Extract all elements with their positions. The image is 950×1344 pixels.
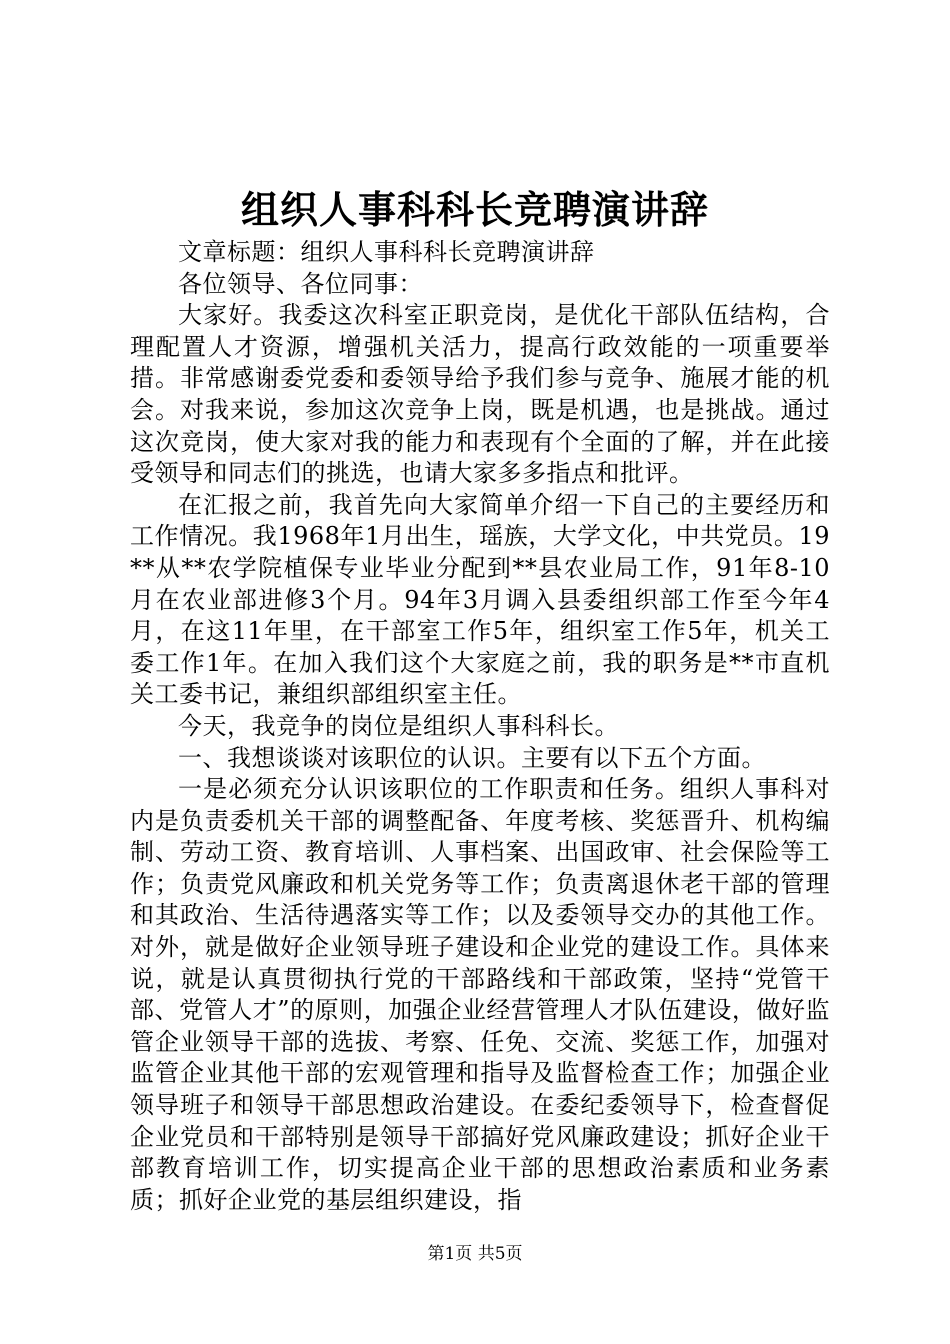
paragraph-background: 在汇报之前，我首先向大家简单介绍一下自己的主要经历和工作情况。我1968年1月出生，瑶族，大学文化，中共党员。19**从**农学院植保专业毕业分配到**县农业局工作，91年8-10月在农业部进修3个月。94年3月调入县委组织部工作至今年4月，在这11年里，在干部室工作5年，组织室工作5年，机关工委工作1年。在加入我们这个大家庭之前，我的职务是**市直机关工委书记，兼组织部组织室主任。 [130,490,830,709]
paragraph-position: 今天，我竞争的岗位是组织人事科科长。 [178,711,619,740]
paragraph-greeting: 大家好。我委这次科室正职竞岗，是优化干部队伍结构，合理配置人才资源，增强机关活力，提高行政效能的一项重要举措。非常感谢委党委和委领导给予我们参与竞争、施展才能的机会。对我来说，参加这次竞争上岗，既是机遇，也是挑战。通过这次竞岗，使大家对我的能力和表现有个全面的了解，并在此接受领导和同志们的挑选，也请大家多多指点和批评。 [130,301,830,488]
document-title: 组织人事科科长竞聘演讲辞 [240,187,709,232]
document-body [130,237,830,1216]
paragraph-salutation: 各位领导、各位同事： [178,269,423,298]
page-number: 第1页 共5页 [427,1244,523,1264]
paragraph-article-title: 文章标题：组织人事科科长竞聘演讲辞 [178,238,595,266]
paragraph-section-one: 一、我想谈谈对该职位的认识。主要有以下五个方面。 [178,743,766,772]
paragraph-duties: 一是必须充分认识该职位的工作职责和任务。组织人事科对内是负责委机关干部的调整配备、年度考核、奖惩晋升、机构编制、劳动工资、教育培训、人事档案、出国政审、社会保险等工作；负责党风廉政和机关党务等工作；负责离退休老干部的管理和其政治、生活待遇落实等工作；以及委领导交办的其他工作。对外，就是做好企业领导班子建设和企业党的建设工作。具体来说，就是认真贯彻执行党的干部路线和干部政策，坚持“党管干部、党管人才”的原则，加强企业经营管理人才队伍建设，做好监管企业领导干部的选拔、考察、任免、交流、奖惩工作，加强对监管企业其他干部的宏观管理和指导及监督检查工作；加强企业领导班子和领导干部思想政治建设。在委纪委领导下，检查督促企业党员和干部特别是领导干部搞好党风廉政建设；抓好企业干部教育培训工作，切实提高企业干部的思想政治素质和业务素质；抓好企业党的基层组织建设，指 [130,775,830,1214]
